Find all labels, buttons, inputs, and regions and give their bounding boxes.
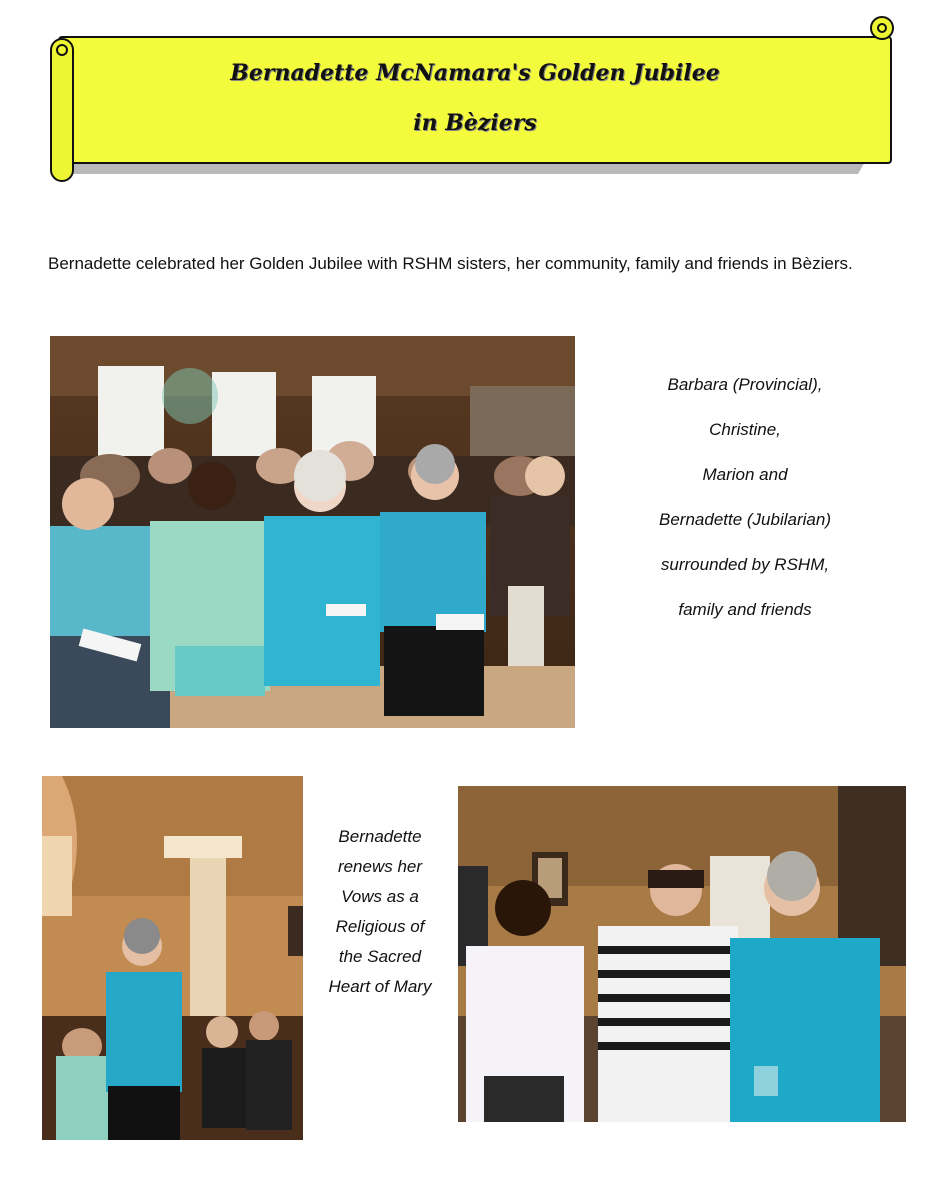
title-banner xyxy=(58,36,892,164)
caption-line: Vows as a xyxy=(341,887,419,906)
scroll-curl-right xyxy=(870,16,894,40)
caption-line: renews her xyxy=(337,857,423,876)
caption-line: Barbara (Provincial), xyxy=(667,375,823,394)
photo-vows-renewal xyxy=(42,776,303,1140)
caption-line: Marion and xyxy=(702,465,788,484)
page-subtitle: in Bèziers xyxy=(413,110,537,136)
photo-congregation xyxy=(50,336,575,728)
page-title: Bernadette McNamara's Golden Jubilee xyxy=(230,60,720,86)
photo-group-three xyxy=(458,786,906,1122)
caption-line: Bernadette (Jubilarian) xyxy=(659,510,831,529)
caption-vows xyxy=(310,822,450,1002)
intro-paragraph: Bernadette celebrated her Golden Jubilee with RSHM sisters, her community, family and friends in Bèziers. xyxy=(48,254,853,273)
caption-line: Christine, xyxy=(709,420,781,439)
caption-line: family and friends xyxy=(678,600,812,619)
caption-line: Bernadette xyxy=(338,827,422,846)
caption-line: the Sacred xyxy=(338,947,422,966)
caption-congregation xyxy=(600,362,890,632)
caption-line: Heart of Mary xyxy=(328,977,432,996)
caption-line: surrounded by RSHM, xyxy=(660,555,830,574)
caption-line: Religious of xyxy=(335,917,425,936)
